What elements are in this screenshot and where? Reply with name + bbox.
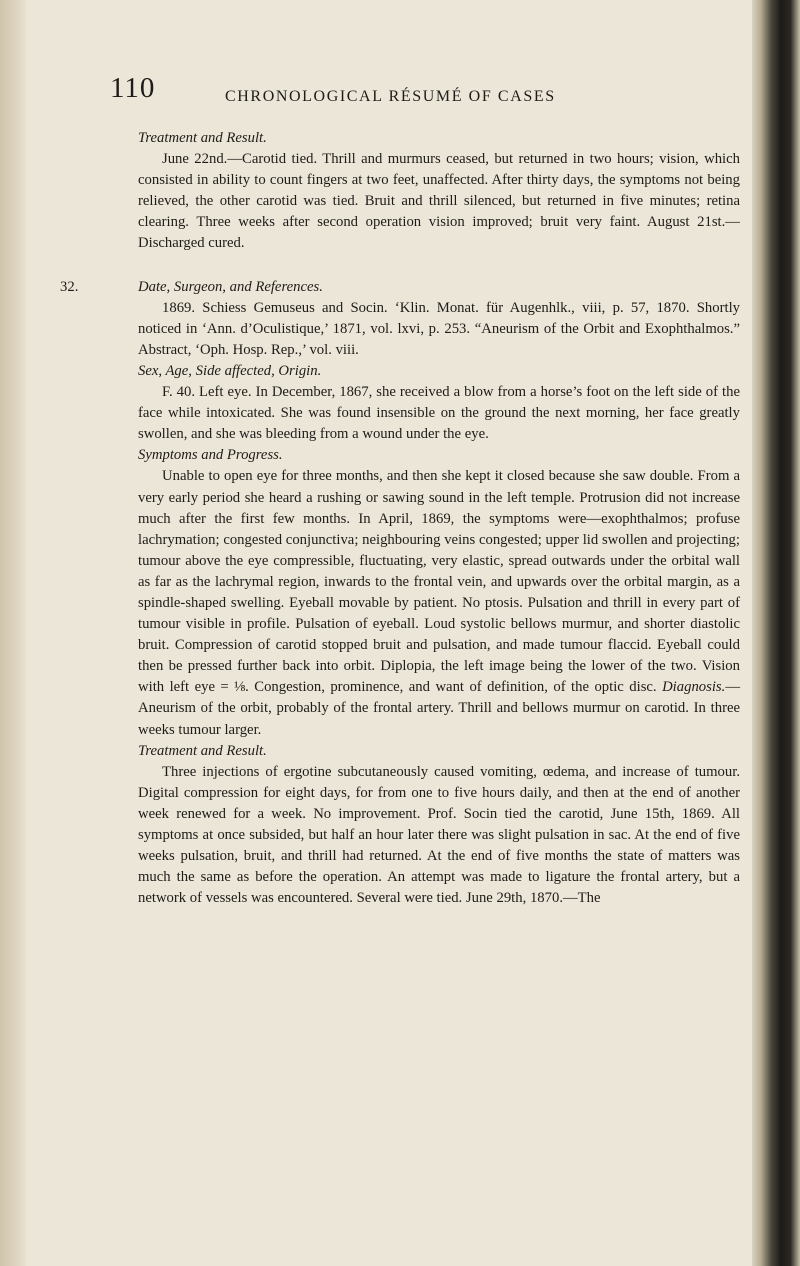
intro-treatment-paragraph: June 22nd.—Carotid tied. Thrill and murmurs ceased, but returned in two hours; vision, which consisted in ability to count fingers at two feet, unaffected. After thirty days, the symptoms not being relieved, the other carotid was tied. Bruit and thrill silenced, but returned in five minutes; retina clearing. Three weeks after second operation vision improved; bruit very faint. August 21st.—Discharged cured.	[138, 151, 740, 252]
page-body	[60, 128, 740, 909]
sex-age-side-origin-heading: Sex, Age, Side affected, Origin.	[138, 362, 322, 379]
book-binding-edge	[752, 0, 800, 1266]
treatment-result-paragraph: Three injections of ergotine subcutaneously caused vomiting, œdema, and increase of tumour. Digital compression for eight days, for from one to five hours daily, and then at the end of another week renewed for a week. No improvement. Prof. Socin tied the carotid, June 15th, 1869. All symptoms at once subsided, but half an hour later there was slight pulsation in sac. At the end of five weeks pulsation, bruit, and thrill had returned. At the end of five months the state of matters was much the same as before the operation. An attempt was made to ligature the frontal artery, but a network of vessels was encountered. Several were tied. June 29th, 1870.—The	[138, 763, 740, 907]
page-header	[30, 72, 752, 112]
intro-treatment-heading: Treatment and Result.	[138, 130, 267, 146]
case-number: 32.	[60, 278, 79, 295]
book-page	[30, 0, 752, 1266]
page-number: 110	[110, 72, 156, 104]
diagnosis-text: —Aneurism of the orbit, probably of the frontal artery. Thrill and bellows murmur on carotid. In three weeks tumour larger.	[138, 679, 740, 738]
symptoms-text: Unable to open eye for three months, and then she kept it closed because she saw double. From a very early period she heard a rushing or sawing sound in the left temple. Protrusion did not increase much after the first few months. In April, 1869, the symptoms were—exophthalmos; profuse lachrymation; congested conjunctiva; neighbouring veins congested; upper lid swollen and projecting; tumour above the eye compressible, fluctuating, very elastic, spread outwards under the orbital wall as far as the lachrymal region, inwards to the frontal vein, and upwards over the orbital margin, as a spindle-shaped swelling. Eyeball movable by patient. No ptosis. Pulsation and thrill in every part of tumour visible in profile. Pulsation of eyeball. Loud systolic bellows murmur, and shorter diastolic bruit. Compression of carotid stopped bruit and pulsation, and made tumour flaccid. Eyeball could then be pressed further back into orbit. Diplopia, the left image being the lower of the two. Vision with left eye = ⅛. Congestion, prominence, and want of definition, of the optic disc.	[138, 468, 740, 696]
date-surgeon-references-paragraph: 1869. Schiess Gemuseus and Socin. ‘Klin. Monat. für Augenhlk., viii, p. 57, 1870. Shortly noticed in ‘Ann. d’Oculistique,’ 1871, vol. lxvi, p. 253. “Aneurism of the Orbit and Exophthalmos.” Abstract, ‘Oph. Hosp. Rep.,’ vol. viii.	[138, 299, 740, 358]
page-gutter-shadow	[0, 0, 26, 1266]
treatment-result-heading: Treatment and Result.	[138, 742, 267, 759]
date-surgeon-references-heading: Date, Surgeon, and References.	[138, 278, 323, 295]
case-32	[60, 277, 740, 910]
sex-age-side-origin-paragraph: F. 40. Left eye. In December, 1867, she received a blow from a horse’s foot on the left side of the face while intoxicated. She was found insensible on the ground the next morning, her face greatly swollen, and she was bleeding from a wound under the eye.	[138, 384, 740, 443]
symptoms-progress-paragraph	[138, 466, 740, 740]
symptoms-progress-heading: Symptoms and Progress.	[138, 447, 283, 464]
running-head: CHRONOLOGICAL RÉSUMÉ OF CASES	[225, 88, 556, 105]
diagnosis-label: Diagnosis.	[662, 679, 726, 696]
